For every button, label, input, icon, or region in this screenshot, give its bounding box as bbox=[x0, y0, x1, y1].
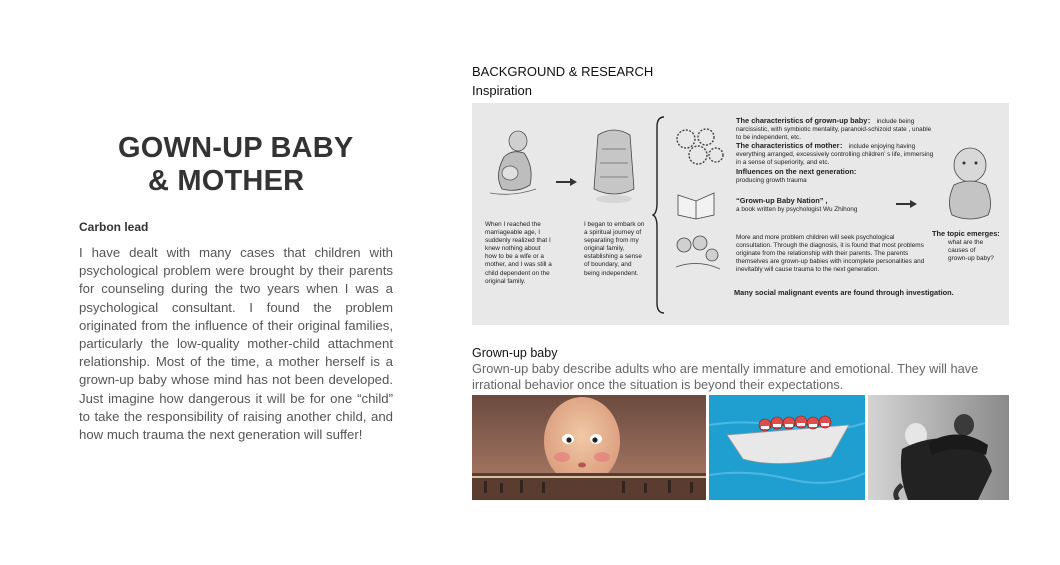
inspiration-heading: Inspiration bbox=[472, 83, 532, 98]
topic-block bbox=[932, 230, 1008, 239]
piggyback-photo bbox=[868, 395, 1009, 500]
book-block bbox=[736, 197, 886, 214]
boat-painting-image bbox=[709, 395, 865, 500]
char-mother-heading: The characteristics of mother： bbox=[736, 141, 847, 151]
topic-text: what are the causes of grown-up baby? bbox=[948, 239, 994, 263]
book-heading: “Grown-up Baby Nation” , bbox=[736, 196, 828, 205]
title-line-2: & MOTHER bbox=[148, 165, 305, 197]
topic-heading: The topic emerges: bbox=[932, 229, 1000, 238]
mother-sketch-illustration bbox=[482, 123, 542, 203]
grownup-baby-description: Grown-up baby describe adults who are mentally immature and emotional. They will have irrational behavior once the situation is beyond their expectations. bbox=[472, 361, 979, 392]
characteristics-block bbox=[736, 117, 934, 185]
social-events-text: Many social malignant events are found through investigation. bbox=[734, 288, 954, 297]
page-title bbox=[118, 132, 353, 198]
arrow-right-icon bbox=[556, 177, 578, 187]
author-subtitle: Carbon lead bbox=[79, 220, 149, 234]
intro-paragraph: I have dealt with many cases that children with psychological problem were brought by their parents for counseling during the two years when I was a psychological consultant. I found the problem originated from the influence of their original families, particularly the low-quality mother-child attachment relationship. Most of the time, a mother herself is a grown-up baby whose mind has not been developed. Just imagine how dangerous it will be for one “child” to take the responsibility of raising another child, and how much trauma the next generation will suffer! bbox=[79, 245, 393, 443]
book-sketch-illustration bbox=[674, 187, 718, 221]
grownup-baby-heading: Grown-up baby bbox=[472, 346, 558, 360]
book-text: a book written by psychologist Wu Zhihong bbox=[736, 206, 858, 214]
char-baby-heading: The characteristics of grown-up baby： bbox=[736, 116, 875, 125]
journey-sketch-illustration bbox=[584, 125, 644, 207]
brace-divider bbox=[652, 115, 666, 315]
char-mother-text: include enjoying having everything arranged, excessively controlling children’ s life, immersing in a sense of superiority, and etc. bbox=[736, 143, 934, 167]
caption-marriageable-age: When I reached the marriageable age, I suddenly realized that I knew nothing about how to be a wife or a mother, and I was still a child dependent on the original family. bbox=[485, 221, 552, 285]
boat-painting bbox=[709, 395, 865, 500]
giant-head-painting bbox=[472, 395, 706, 500]
piggyback-photo-image bbox=[868, 395, 1009, 500]
children-sketch-illustration bbox=[670, 231, 726, 275]
grownup-baby-sketch-illustration bbox=[942, 141, 1000, 227]
gears-sketch-illustration bbox=[672, 125, 726, 167]
inspiration-panel bbox=[472, 103, 1009, 325]
influence-text: producing growth trauma bbox=[736, 176, 807, 184]
title-line-1: GOWN-UP BABY bbox=[118, 132, 354, 164]
section-heading: BACKGROUND & RESEARCH bbox=[472, 64, 654, 79]
char-baby-text: include being narcissistic, with symbiotic mentality, paranoid-schizoid state , unable to be independent, etc. bbox=[736, 118, 932, 142]
caption-spiritual-journey: I began to embark on a spiritual journey of separating from my original family, establishing a sense of boundary, and being independent. bbox=[584, 221, 645, 277]
arrow-right-icon bbox=[896, 199, 918, 209]
diagnosis-text: More and more problem children will seek psychological consultation. Through the diagnosis, it is found that most problems originate from the relationship with their parents. The parents themselves are grown-up babies with incomplete personalities and inevitably will cause trauma to the next generation. bbox=[736, 234, 925, 274]
influence-heading: Influences on the next generation: bbox=[736, 166, 857, 176]
giant-head-painting-image bbox=[472, 395, 706, 500]
